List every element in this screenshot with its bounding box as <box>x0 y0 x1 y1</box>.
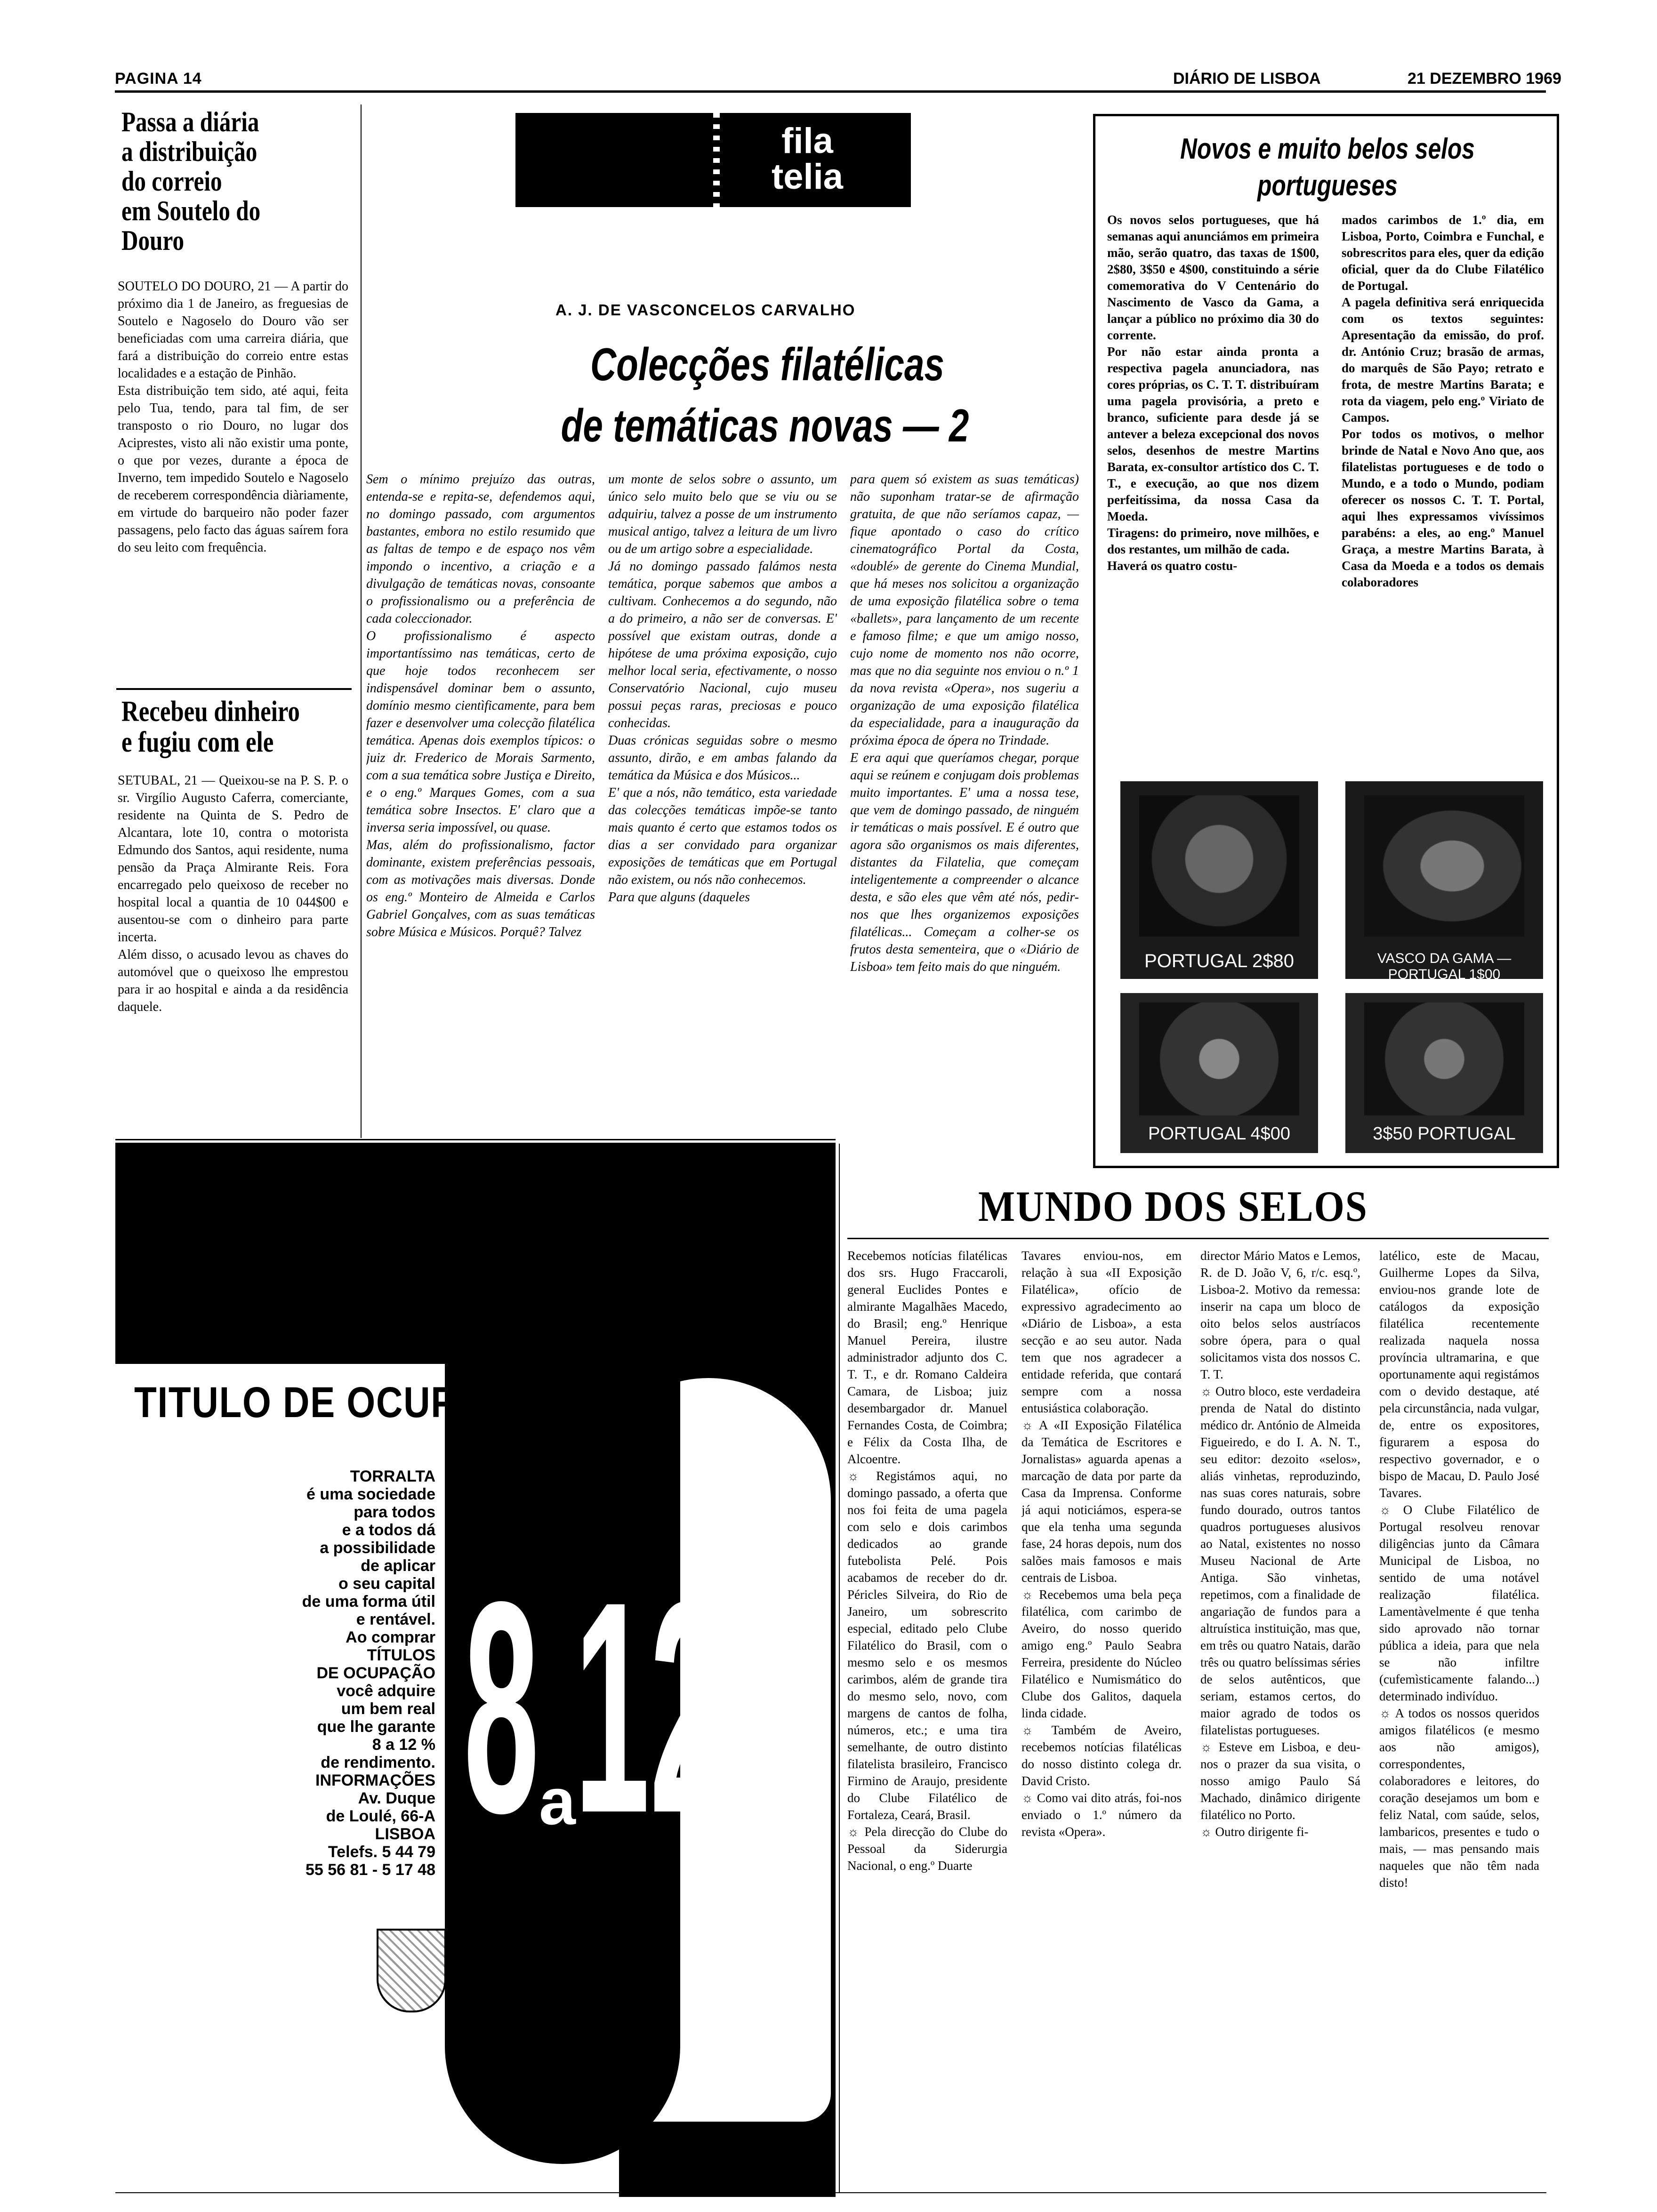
filatelia-logo <box>515 113 911 207</box>
vertical-rule-mid <box>839 1144 840 2193</box>
setubal-body: SETUBAL, 21 — Queixou-se na P. S. P. o sr. Virgílio Augusto Caferra, comerciante, residente na Quinta de S. Pedro de Alcantara, lote 10, contra o motorista Edmundo dos Santos, aqui residente, numa pensão da Praça Almirante Reis. Fora encarregado pelo queixoso de receber no hospital local a quantia de 10 044$00 e ausentou-se com o dinheiro para parte incerta. Além disso, o acusado levou as chaves do automóvel que o queixoso lhe emprestou para ir ao hospital e ainda a da residência daquele. <box>118 773 348 1014</box>
stamp-1-00-art <box>1364 795 1524 937</box>
ad-body: TORRALTA é uma sociedade para todos e a todos dá a possibilidade de aplicar o seu capital de uma forma útil e rentável. Ao comprar TÍTULOS DE OCUPAÇÃO você adquire um bem real que lhe garante 8 a 12 % de rendimento. INFORMAÇÕES Av. Duque de Loulé, 66-A LISBOA Telefs. 5 44 79 55 56 81 - 5 17 48 <box>302 1467 435 1879</box>
main-col-3: para quem só existem as suas temáticas) não suponham tratar-se de afirmação gratuita, de que não seríamos capaz, — fique apontado o caso do crítico cinematográfico Portal da Costa, «doublé» de gerente do Cinema Mundial, que há meses nos solicitou a organização de uma exposição filatélica sobre o tema «ballets», para lançamento de um recente e famoso filme; e que um amigo nosso, cujo nome de momento nos não ocorre, mas que no dia seguinte nos enviou o n.º 1 da nova revista «Opera», nos sugeriu a organização de uma exposição filatélica da especialidade, para a inauguração da próxima época de ópera no Trindade. E era aqui que queríamos chegar, porque aqui se reúnem e conjugam dois problemas muito importantes. E' uma a nossa tese, que vem de domingo passado, de ninguém ir temáticas o mais possível. E é outro que agora são organismos os mais diferentes, distantes da Filatelia, que começam inteligentemente a compreender o alcance desta, e são eles que vêm até nós, pedir-nos que lhes organizemos exposições filatélicas... Começam a colher-se os frutos desta sementeira, que o «Diário de Lisboa» tem feito mais do que ninguém. <box>850 472 1079 974</box>
stamp-2-80-art <box>1139 795 1299 937</box>
mundo-col-1: Recebemos notícias filatélicas dos srs. Hugo Fraccaroli, general Euclides Pontes e almirante Magalhães Macedo, do Brasil; eng.º Henrique Manuel Pereira, ilustre administrador adjunto dos C. T. T., e dr. Romano Caldeira Camara, de Lisboa; juiz desembargador dr. Manuel Fernandes Costa, de Coimbra; e Félix da Costa Ilha, de Alcoentre. ☼ Registámos aqui, no domingo passado, a oferta que nos foi feita de uma pagela com selo e dois carimbos dedicados ao grande futebolista Pelé. Pois acabamos de receber do dr. Péricles Silveira, do Rio de Janeiro, um sobrescrito especial, editado pelo Clube Filatélico do Brasil, com o mesmo selo e os mesmos carimbos, além de grande tira do mesmo selo, novo, com margens de cantos de folha, números, etc.; e uma tira semelhante, de outro distinto filatelista brasileiro, Francisco Firmino de Araujo, presidente do Clube Filatélico de Fortaleza, Ceará, Brasil. ☼ Pela direcção do Clube do Pessoal da Siderurgia Nacional, o eng.º Duarte <box>847 1249 1007 1873</box>
stamp-3-50 <box>1345 993 1543 1153</box>
mundo-col-3: director Mário Matos e Lemos, R. de D. João V, 6, r/c. esq.º, Lisboa-2. Motivo da remessa: inserir na capa um bloco de oito belos selos austríacos sobre ópera, para o qual solicitamos vista dos nossos C. T. T. ☼ Outro bloco, este verdadeira prenda de Natal do distinto médico dr. António de Almeida Figueiredo, e do I. A. N. T., seu editor: dezoito «selos», aliás vinhetas, reproduzindo, nas suas cores naturais, sobre fundo dourado, outros tantos quadros portugueses alusivos ao Natal, existentes no nosso Museu Nacional de Arte Antiga. São vinhetas, repetimos, com a finalidade de angariação de fundos para a altruística instituição, mas que, em três ou quatro Natais, darão três ou quatro belíssimas séries de selos autênticos, que seriam, estamos certos, do maior agrado de todos os filatelistas portugueses. ☼ Esteve em Lisboa, e deu-nos o prazer da sua visita, o nosso amigo Paulo Sá Machado, dinâmico dirigente filatélico no Porto. ☼ Outro dirigente fi- <box>1200 1249 1360 1839</box>
torralta-ad <box>115 1143 836 2197</box>
stamp-2-80 <box>1120 781 1318 979</box>
mundo-title: MUNDO DOS SELOS <box>978 1182 1368 1230</box>
novos-selos-col-1: Os novos selos portugueses, que há semanas aqui anunciámos em primeira mão, serão quatro, das taxas de 1$00, 2$80, 3$50 e 4$00, constituindo a série comemorativa do V Centenário do Nascimento de Vasco da Gama, a lançar a público no próximo dia 30 do corrente. Por não estar ainda pronta a respectiva pagela anunciadora, nas cores próprias, os C. T. T. distribuíram uma pagela provisória, a preto e branco, suficiente para desde já se antever a beleza excepcional dos novos selos, desenhos de mestre Martins Barata, ex-consultor artístico dos C. T. T., e execução, ao que nos dizem perfeitíssima, da nossa Casa da Moeda. Tiragens: do primeiro, nove milhões, e dos restantes, um milhão de cada. Haverá os quatro costu- <box>1107 213 1319 573</box>
ad-percent-a: a <box>539 1764 576 1838</box>
mundo-col-2: Tavares enviou-nos, em relação à sua «II Exposição Filatélica», ofício de expressivo agradecimento ao «Diário de Lisboa», a esta secção e ao seu autor. Nada tem que nos agradecer a entidade referida, que contará sempre com a nossa entusiástica colaboração. ☼ A «II Exposição Filatélica da Temática de Escritores e Jornalistas» aguarda apenas a marcação de data por parte da Casa da Imprensa. Conforme já aqui noticiámos, espera-se que ela tenha uma segunda fase, 24 horas depois, num dos salões mais famosos e mais centrais de Lisboa. ☼ Recebemos uma bela peça filatélica, com carimbo de Aveiro, do nosso querido amigo eng.º Paulo Seabra Ferreira, presidente do Núcleo Filatélico e Numismático do Clube dos Galitos, daquela linda cidade. ☼ Também de Aveiro, recebemos notícias filatélicas do nosso distinto colega dr. David Cristo. ☼ Como vai dito atrás, foi-nos enviado o 1.º número da revista «Opera». <box>1022 1249 1182 1839</box>
main-col-2: um monte de selos sobre o assunto, um único selo muito belo que se viu ou se adquiriu, talvez a posse de um instrumento musical antigo, talvez a leitura de um livro ou de um artigo sobre a especialidade. Já no domingo passado falámos nesta temática, porque sabemos que ambos a cultivam. Conhecemos a do segundo, não a do primeiro, a não ser de conversas. E' possível que existam outras, donde a hipótese de uma próxima exposição, cujo melhor local seria, efectivamente, o nosso Conservatório Nacional, cujo museu possui peças raras, preciosas e pouco conhecidas. Duas crónicas seguidas sobre o mesmo assunto, dirão, e em ambas falando da temática da Música e dos Músicos... E' que a nós, não temático, esta variedade das colecções temáticas impõe-se tanto mais quanto é certo que estamos todos os dias a ser convidado para organizar exposições de temáticas que em Portugal não existem, ou nós não conhecemos. Para que alguns (daqueles <box>608 472 837 905</box>
ad-percent-from: 8 <box>464 1539 539 1875</box>
main-title-2: de temáticas novas — 2 <box>561 400 969 451</box>
novos-selos-col-2: mados carimbos de 1.º dia, em Lisboa, Porto, Coimbra e Funchal, e sobrescritos para eles, quer da edição oficial, quer da do Clube Filatélico de Portugal. A pagela definitiva será enriquecida com os textos seguintes: Apresentação da emissão, do prof. dr. António Cruz; brasão de armas, do marquês de São Payo; retrato e frota, de mestre Martins Barata; e rota da viagem, pelo eng.º Viriato de Campos. Por todos os motivos, o melhor brinde de Natal e Novo Ano que, aos filatelistas portugueses e de todo o Mundo, e a todo o Mundo, podiam oferecer os nossos C. T. T. Portal, aqui lhes expressamos vivíssimos parabéns: a eles, ao eng.º Manuel Graça, a mestre Martins Barata, à Casa da Moeda e a todos os demais colaboradores <box>1342 213 1544 589</box>
vertical-rule-left <box>361 104 362 1138</box>
main-title-1: Colecções filatélicas <box>590 338 945 390</box>
stamp-4-00 <box>1120 993 1318 1153</box>
stamp-1-00 <box>1345 781 1543 982</box>
torralta-emblem <box>377 1929 446 2012</box>
bottom-rule <box>115 2192 1546 2193</box>
soutelo-headline: Passa a diária a distribuição do correio em Soutelo do Douro <box>121 106 261 256</box>
left-column-divider <box>116 688 352 690</box>
masthead-rule <box>115 90 1546 93</box>
ad-top-rule <box>115 1139 836 1140</box>
stamp-4-00-art <box>1139 1002 1299 1115</box>
stamp-2-80-label: PORTUGAL 2$80 <box>1144 951 1294 971</box>
main-col-1: Sem o mínimo prejuízo das outras, entenda-se e repita-se, defendemos aqui, no domingo passado, com argumentos bastantes, embora no estilo resumido que as faltas de tempo e de espaço nos vêm impondo o incentivo, a criação e a divulgação de temáticas novas, consoante o profissionalismo ou a preferência de cada coleccionador. O profissionalismo é aspecto importantíssimo nas temáticas, certo de que hoje todos reconhecem ser indispensável dominar bem o assunto, domínio mesmo cientìficamente, para bem fazer e desenvolver uma colecção filatélica temática. Apenas dois exemplos típicos: o juiz dr. Frederico de Morais Sarmento, com a sua temática sobre Justiça e Direito, e o eng.º Marques Gomes, com a sua temática sobre Insectos. E' claro que a inversa seria impossível, ou quase. Mas, além do profissionalismo, factor dominante, existem preferências pessoais, com as motivações mais diversas. Donde os eng.º Monteiro de Almeida e Carlos Gabriel Gonçalves, com as suas temáticas sobre Música e Músicos. Porquê? Talvez <box>366 472 595 939</box>
stamp-4-00-label: PORTUGAL 4$00 <box>1148 1124 1291 1144</box>
filatelia-word-2: telia <box>771 157 844 197</box>
ad-black-left <box>115 1143 454 1364</box>
issue-date: 21 DEZEMBRO 1969 <box>1408 70 1561 88</box>
main-byline: A. J. DE VASCONCELOS CARVALHO <box>555 301 856 319</box>
stamp-3-50-art <box>1364 1002 1524 1115</box>
stamp-1-00-label: VASCO DA GAMA — PORTUGAL 1$00 <box>1377 951 1512 982</box>
novos-selos-title: Novos e muito belos selos portugueses <box>1180 133 1475 202</box>
stamp-3-50-label: 3$50 PORTUGAL <box>1373 1124 1516 1144</box>
setubal-headline: Recebeu dinheiro e fugiu com ele <box>121 696 300 759</box>
mundo-col-4: latélico, este de Macau, Guilherme Lopes da Silva, enviou-nos grande lote de catálogos da exposição filatélica recentemente realizada naquela nossa província ultramarina, e que oportunamente aqui registámos com o devido destaque, até pela circunstância, nada vulgar, de, entre os expositores, figurarem a esposa do respectivo governador, e o bispo de Macau, D. Paulo José Tavares. ☼ O Clube Filatélico de Portugal resolveu renovar diligências junto da Câmara Municipal de Lisboa, no sentido de uma notável realização filatélica. Lamentàvelmente é que tenha sido aprovado não tornar pública a ideia, para que nela se não infiltre (cufemìsticamente falando...) determinado indivíduo. ☼ A todos os nossos queridos amigos filatélicos (e mesmo aos não amigos), correspondentes, colaboradores e leitores, do coração desejamos um bom e feliz Natal, com saúde, selos, lambaricos, presentes e tudo o mais, — mas pensando mais naqueles que não têm nada disto! <box>1379 1249 1539 1890</box>
ad-percent-to: 12 <box>574 1539 725 1875</box>
ad-title: TITULO DE OCUPAÇÃO <box>134 1378 565 1427</box>
filatelia-word-1: fila <box>781 121 833 161</box>
mundo-title-rule <box>847 1238 1549 1239</box>
soutelo-body: SOUTELO DO DOURO, 21 — A partir do próximo dia 1 de Janeiro, as freguesias de Soutelo e Nagoselo do Douro vão ser beneficiadas com uma carreira diária, que fará a distribuição do correio entre estas localidades e a estação de Pinhão. Esta distribuição tem sido, até aqui, feita pelo Tua, tendo, para tal fim, de ser transposto o rio Douro, no lugar dos Aciprestes, visto ali não existir uma ponte, o que por vezes, durante a época de Inverno, tem impedido Soutelo e Nagoselo de receberem correspondência diàriamente, em virtude do barqueiro não poder fazer passagens, pelo facto das águas saírem fora do seu leito com frequência. <box>118 279 348 555</box>
perforation-strip <box>713 113 720 207</box>
ad-percent-sign: % <box>756 1674 806 1779</box>
page-number: PAGINA 14 <box>115 70 202 88</box>
newspaper-name: DIÁRIO DE LISBOA <box>1173 70 1321 88</box>
